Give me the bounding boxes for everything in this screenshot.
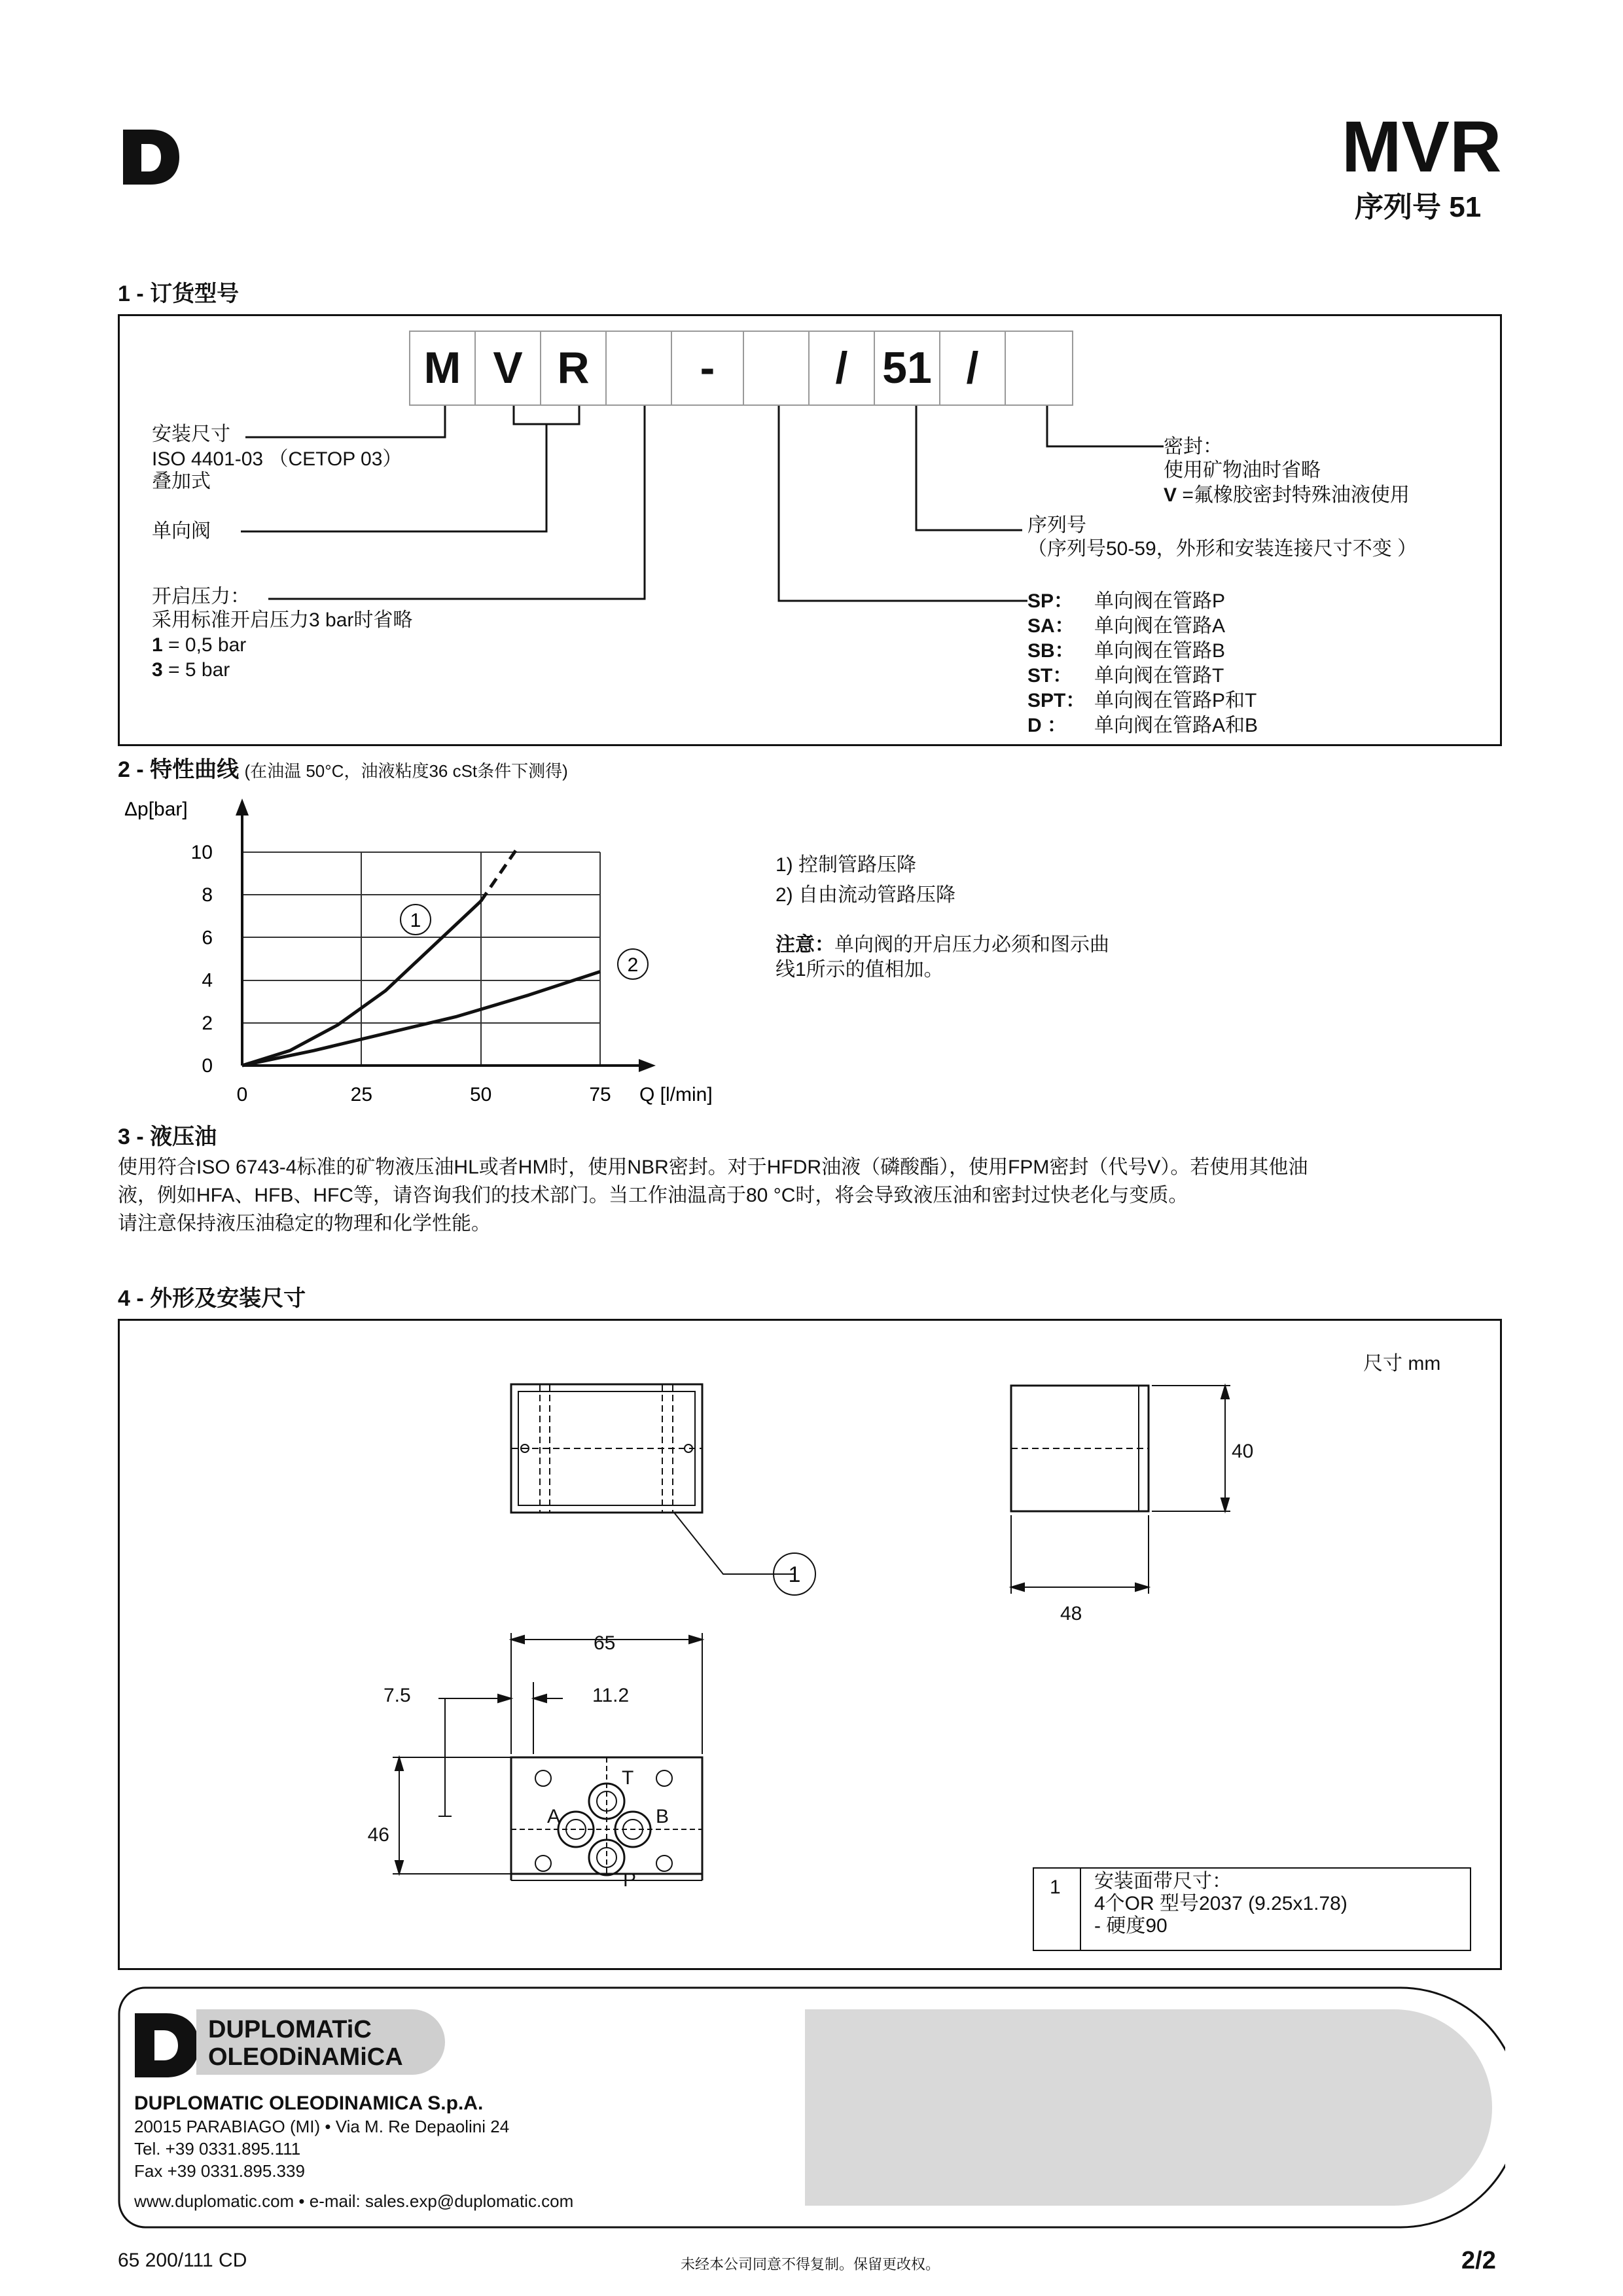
section4-title: 4 - 外形及安装尺寸 xyxy=(118,1286,306,1311)
series-subtitle: 序列号 51 xyxy=(1355,191,1482,223)
option-desc: 单向阀在管路P和T xyxy=(1094,690,1257,711)
option-code: ST： xyxy=(1027,665,1073,687)
y-tick-label: 2 xyxy=(202,1012,213,1034)
logo-text-2: OLEODiNAMiCA xyxy=(208,2043,403,2071)
note-line-1: 安装面带尺寸： xyxy=(1094,1871,1232,1892)
port-t: T xyxy=(622,1767,634,1789)
option-code: SB： xyxy=(1027,640,1075,662)
company-logo-icon xyxy=(131,2009,203,2081)
copyright-note: 未经本公司同意不得复制。保留更改权。 xyxy=(681,2256,940,2272)
section2-title-row: 2 - 特性曲线 (在油温 50°C，油液粘度36 cSt条件下测得) xyxy=(118,757,568,782)
note-table xyxy=(1033,1867,1471,1951)
note-number: 1 xyxy=(1050,1876,1061,1898)
company-fax: Fax +39 0331.895.339 xyxy=(134,2161,305,2181)
option-desc: 单向阀在管路T xyxy=(1094,665,1224,687)
model-title: MVR xyxy=(1342,107,1502,187)
callout-1: 1 xyxy=(788,1562,801,1587)
option-desc: 单向阀在管路P xyxy=(1094,590,1226,612)
serial-desc: （序列号50-59，外形和安装连接尺寸不变 ） xyxy=(1027,538,1418,560)
dim-65: 65 xyxy=(594,1632,616,1654)
cracking-title: 开启压力： xyxy=(152,586,250,607)
code-cell: / xyxy=(810,332,875,404)
x-tick-label: 25 xyxy=(350,1084,373,1105)
x-tick-label: 50 xyxy=(469,1084,492,1105)
page-number: 2/2 xyxy=(1461,2247,1496,2274)
dim-48: 48 xyxy=(1060,1603,1082,1624)
company-name: DUPLOMATIC OLEODINAMICA S.p.A. xyxy=(134,2092,484,2114)
fluid-paragraph-3: 请注意保持液压油稳定的物理和化学性能。 xyxy=(118,1213,491,1234)
chart-note: 注意：单向阀的开启压力必须和图示曲 xyxy=(776,934,1109,956)
curve-2-line xyxy=(242,972,600,1066)
dim-11-2: 11.2 xyxy=(592,1685,630,1706)
code-cell: M xyxy=(410,332,476,404)
legend-2: 2) 自由流动管路压降 xyxy=(776,884,956,906)
y-axis-label: Δp[bar] xyxy=(124,798,188,820)
y-tick-label: 10 xyxy=(190,842,213,863)
option-code: SA： xyxy=(1027,615,1075,637)
chart-note-2: 线1所示的值相加。 xyxy=(776,959,944,980)
option-desc: 单向阀在管路B xyxy=(1094,640,1226,662)
option-code: SP： xyxy=(1027,590,1074,612)
y-tick-label: 6 xyxy=(202,927,213,949)
port-a: A xyxy=(547,1806,561,1827)
x-tick-label: 75 xyxy=(589,1084,611,1105)
cracking-opt-1: 1 = 0,5 bar xyxy=(152,634,247,656)
code-cell: / xyxy=(940,332,1006,404)
characteristic-chart xyxy=(118,792,740,1113)
fluid-paragraph-2: 液，例如HFA、HFB、HFC等，请咨询我们的技术部门。当工作油温高于80 °C时，将会导致液压油和密封过快老化与变质。 xyxy=(118,1185,1188,1206)
dim-46: 46 xyxy=(367,1824,389,1846)
serial-title: 序列号 xyxy=(1027,514,1086,536)
check-valve-label: 单向阀 xyxy=(152,520,211,542)
company-address: 20015 PARABIAGO (MI) • Via M. Re Depaolini 24 xyxy=(134,2117,510,2136)
option-code: D ： xyxy=(1027,715,1067,736)
cracking-opt-3: 3 = 5 bar xyxy=(152,659,230,681)
code-cell: 51 xyxy=(875,332,940,404)
seal-v-option: V =氟橡胶密封特殊油液使用 xyxy=(1164,484,1410,506)
seal-std: 使用矿物油时省略 xyxy=(1164,459,1321,481)
curve-1-dashed xyxy=(481,846,519,901)
mount-size-label: 安装尺寸 xyxy=(152,423,230,445)
note-line-3: - 硬度90 xyxy=(1094,1915,1168,1937)
note-line-2: 4个OR 型号2037 (9.25x1.78) xyxy=(1094,1893,1347,1914)
company-web: www.duplomatic.com • e-mail: sales.exp@duplomatic.com xyxy=(134,2191,574,2211)
y-tick-label: 8 xyxy=(202,884,213,906)
logo-text-1: DUPLOMATiC xyxy=(208,2016,372,2043)
section3-title: 3 - 液压油 xyxy=(118,1124,217,1149)
doc-code: 65 200/111 CD xyxy=(118,2250,247,2271)
y-tick-label: 4 xyxy=(202,969,213,992)
option-desc: 单向阀在管路A和B xyxy=(1094,715,1258,736)
mount-iso-label: ISO 4401-03 （CETOP 03） xyxy=(152,448,402,470)
company-tel: Tel. +39 0331.895.111 xyxy=(134,2139,301,2159)
section1-title: 1 - 订货型号 xyxy=(118,281,240,306)
curve-1-label: 1 xyxy=(410,910,421,931)
cracking-std: 采用标准开启压力3 bar时省略 xyxy=(152,609,413,631)
code-cell: V xyxy=(476,332,541,404)
seal-title: 密封： xyxy=(1164,436,1222,457)
dim-40: 40 xyxy=(1232,1441,1254,1462)
x-axis-label: Q [l/min] xyxy=(639,1084,713,1105)
fluid-paragraph-1: 使用符合ISO 6743-4标准的矿物液压油HL或者HM时，使用NBR密封。对于HFDR油液（磷酸酯），使用FPM密封（代号V）。若使用其他油 xyxy=(118,1157,1308,1178)
port-b: B xyxy=(656,1806,669,1827)
y-tick-label: 0 xyxy=(202,1055,213,1077)
mount-type-label: 叠加式 xyxy=(152,471,211,492)
port-p: P xyxy=(623,1869,637,1891)
units-label: 尺寸 mm xyxy=(1363,1353,1441,1374)
dim-7-5: 7.5 xyxy=(383,1685,411,1706)
legend-1: 1) 控制管路压降 xyxy=(776,854,917,876)
option-desc: 单向阀在管路A xyxy=(1094,615,1226,637)
code-cell: R xyxy=(541,332,607,404)
x-tick-label: 0 xyxy=(236,1084,248,1105)
option-code: SPT： xyxy=(1027,690,1086,711)
code-cell: - xyxy=(672,332,744,404)
curve-2-label: 2 xyxy=(627,954,639,976)
